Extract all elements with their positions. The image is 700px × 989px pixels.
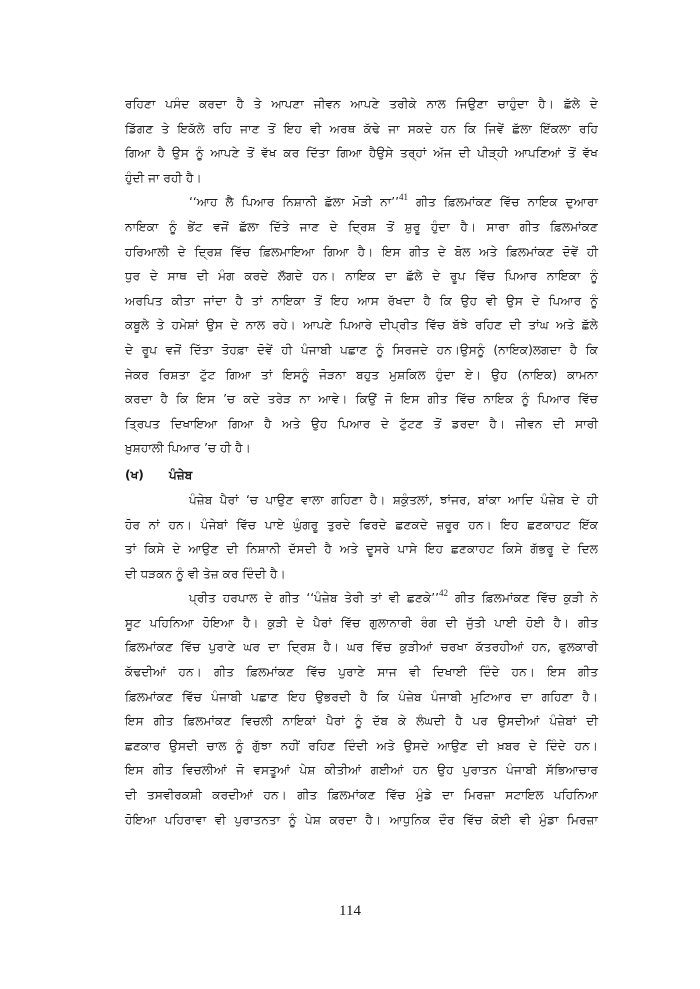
text-line: ਇਸ ਗੀਤ ਫ਼ਿਲਮਾਂਕਣ ਵਿਚਲੀ ਨਾਇਕਾਂ ਪੈਰਾਂ ਨੂੰ ਦੱਬ ਕੇ ਲੰਘਦੀ ਹੈ ਪਰ ਉਸਦੀਆਂ ਪੰਜ਼ੇਬਾਂ ਦੀ [125,714,598,729]
text-line: ਤਾਂ ਕਿਸੇ ਦੇ ਆਉਣ ਦੀ ਨਿਸ਼ਾਨੀ ਦੱਸਦੀ ਹੈ ਅਤੇ ਦੂਸਰੇ ਪਾਸੇ ਇਹ ਛਣਕਾਹਟ ਕਿਸੇ ਗੱਭਰੂ ਦੇ ਦਿਲ [125,542,598,557]
text-line: ਹੁੰਦੀ ਜਾ ਰਹੀ ਹੈ। [125,170,202,185]
text-line-first: ਪੰਜ਼ੇਬ ਪੈਰਾਂ ‘ਚ ਪਾਉਣ ਵਾਲਾ ਗਹਿਣਾ ਹੈ। ਸ਼ਕੁੰਤਲਾਂ, ਝਾਂਜਰ, ਬਾਂਕਾ ਆਦਿ ਪੰਜ਼ੇਬ ਦੇ ਹੀ [189,492,598,507]
document-page [125,92,598,832]
text-line: ਹਰਿਆਲੀ ਦੇ ਦ੍ਰਿਸ਼ ਵਿੱਚ ਫ਼ਿਲਮਾਇਆ ਗਿਆ ਹੈ। ਇਸ ਗੀਤ ਦੇ ਬੋਲ ਅਤੇ ਫ਼ਿਲਮਾਂਕਣ ਦੋਵੇਂ ਹੀ [125,244,598,259]
text-line: ਫ਼ਿਲਮਾਂਕਣ ਵਿੱਚ ਪੰਜਾਬੀ ਪਛਾਣ ਇਹ ਉਭਰਦੀ ਹੈ ਕਿ ਪੰਜ਼ੇਬ ਪੰਜਾਬੀ ਮੁਟਿਆਰ ਦਾ ਗਹਿਣਾ ਹੈ। [125,689,598,704]
text-line: ਤ੍ਰਿਪਤ ਦਿਖਾਇਆ ਗਿਆ ਹੈ ਅਤੇ ਉਹ ਪਿਆਰ ਦੇ ਟੁੱਟਣ ਤੋਂ ਡਰਦਾ ਹੈ। ਜੀਵਨ ਦੀ ਸਾਰੀ [125,416,598,431]
song-title-quote: ਪ੍ਰੀਤ ਹਰਪਾਲ ਦੇ ਗੀਤ ‘‘ਪੰਜ਼ੇਬ ਤੇਰੀ ਤਾਂ ਵੀ ਛਣਕੇ’’ [189,591,439,606]
text-segment: ਗੀਤ ਫ਼ਿਲਮਾਂਕਣ ਵਿੱਚ ਨਾਇਕ ਦੁਆਰਾ [408,195,598,210]
footnote-ref: 42 [439,588,448,599]
text-line: ਹੋਰ ਨਾਂ ਹਨ। ਪੰਜੇਬਾਂ ਵਿੱਚ ਪਾਏ ਘੁੰਗਰੂ ਤੁਰਦੇ ਫਿਰਦੇ ਛਣਕਦੇ ਜ਼ਰੂਰ ਹਨ। ਇਹ ਛਣਕਾਹਟ ਇੱਕ [125,517,598,532]
text-line: ਹੋਇਆ ਪਹਿਰਾਵਾ ਵੀ ਪੁਰਾਤਨਤਾ ਨੂੰ ਪੇਸ਼ ਕਰਦਾ ਹੈ। ਆਧੁਨਿਕ ਦੌਰ ਵਿੱਚ ਕੋਈ ਵੀ ਮੁੰਡਾ ਮਿਰਜ਼ਾ [125,812,598,827]
text-line: ਕਬੂਲੇ ਤੇ ਹਮੇਸ਼ਾਂ ਉਸ ਦੇ ਨਾਲ ਰਹੇ। ਆਪਣੇ ਪਿਆਰੇ ਦੀਪ੍ਰੀਤ ਵਿੱਚ ਬੱਝੇ ਰਹਿਣ ਦੀ ਤਾਂਘ ਅਤੇ ਛੱਲੇ [125,318,598,333]
text-line: ਜੇਕਰ ਰਿਸ਼ਤਾ ਟੁੱਟ ਗਿਆ ਤਾਂ ਇਸਨੂੰ ਜੋੜਨਾ ਬਹੁਤ ਮੁਸ਼ਕਿਲ ਹੁੰਦਾ ਏ। ਉਹ (ਨਾਇਕ) ਕਾਮਨਾ [125,367,598,382]
section-number: (ਖ) [125,468,144,483]
paragraph-panjeb [125,488,598,586]
text-line: ਨਾਇਕਾ ਨੂੰ ਭੇਂਟ ਵਜੋਂ ਛੱਲਾ ਦਿੱਤੇ ਜਾਣ ਦੇ ਦ੍ਰਿਸ਼ ਤੋਂ ਸ਼ੁਰੂ ਹੁੰਦਾ ਹੈ। ਸਾਰਾ ਗੀਤ ਫ਼ਿਲਮਾਂਕਣ [125,219,598,234]
text-line: ਖ਼ੁਸ਼ਹਾਲੀ ਪਿਆਰ ’ਚ ਹੀ ਹੈ। [125,441,251,456]
text-line: ਕਰਦਾ ਹੈ ਕਿ ਇਸ ’ਚ ਕਦੇ ਤਰੇੜ ਨਾ ਆਵੇ। ਕਿਉਂ ਜੋ ਇਸ ਗੀਤ ਵਿੱਚ ਨਾਇਕ ਨੂੰ ਪਿਆਰ ਵਿੱਚ [125,392,598,407]
paragraph-continued [125,92,598,190]
paragraph-chhalla [125,190,598,461]
text-line: ਛਣਕਾਰ ਉਸਦੀ ਚਾਲ ਨੂੰ ਗੁੱਝਾ ਨਹੀਂ ਰਹਿਣ ਦਿੰਦੀ ਅਤੇ ਉਸਦੇ ਆਉਣ ਦੀ ਖ਼ਬਰ ਦੇ ਦਿੰਦੇ ਹਨ। [125,738,598,753]
text-line: ਅਰਪਿਤ ਕੀਤਾ ਜਾਂਦਾ ਹੈ ਤਾਂ ਨਾਇਕਾ ਤੋਂ ਇਹ ਆਸ ਰੱਖਦਾ ਹੈ ਕਿ ਉਹ ਵੀ ਉਸ ਦੇ ਪਿਆਰ ਨੂੰ [125,293,598,308]
text-line-first [125,190,598,215]
footnote-ref: 41 [399,192,408,203]
text-line: ਗਿਆ ਹੈ ਉਸ ਨੂੰ ਆਪਣੇ ਤੋਂ ਵੱਖ ਕਰ ਦਿੱਤਾ ਗਿਆ ਹੈਉਸੇ ਤਰ੍ਹਾਂ ਅੱਜ ਦੀ ਪੀੜ੍ਹੀ ਆਪਣਿਆਂ ਤੋਂ ਵੱਖ [125,146,598,161]
page-number: 114 [339,903,361,919]
text-line: ਦੀ ਤਸਵੀਰਕਸ਼ੀ ਕਰਦੀਆਂ ਹਨ। ਗੀਤ ਫ਼ਿਲਮਾਂਕਣ ਵਿੱਚ ਮੁੰਡੇ ਦਾ ਮਿਰਜ਼ਾ ਸਟਾਇਲ ਪਹਿਨਿਆ [125,788,598,803]
text-line: ਧੁਰ ਦੇ ਸਾਥ ਦੀ ਮੰਗ ਕਰਦੇ ਲੱਗਦੇ ਹਨ। ਨਾਇਕ ਦਾ ਛੱਲੇ ਦੇ ਰੂਪ ਵਿੱਚ ਪਿਆਰ ਨਾਇਕਾ ਨੂੰ [125,269,598,284]
text-line: ਇਸ ਗੀਤ ਵਿਚਲੀਆਂ ਜੋ ਵਸਤੂਆਂ ਪੇਸ਼ ਕੀਤੀਆਂ ਗਈਆਂ ਹਨ ਉਹ ਪੁਰਾਤਨ ਪੰਜਾਬੀ ਸੱਭਿਆਚਾਰ [125,763,598,778]
section-title: ਪੰਜ਼ੇਬ [169,468,193,483]
text-segment: ਗੀਤ ਫ਼ਿਲਮਾਂਕਣ ਵਿੱਚ ਕੁੜੀ ਨੇ [448,591,598,606]
text-line: ਡਿੱਗਣ ਤੇ ਇਕੱਲੇ ਰਹਿ ਜਾਣ ਤੋਂ ਇਹ ਵੀ ਅਰਥ ਕੱਢੇ ਜਾ ਸਕਦੇ ਹਨ ਕਿ ਜਿਵੇਂ ਛੱਲਾ ਇੱਕਲਾ ਰਹਿ [125,121,598,136]
text-line: ਦੀ ਧੜਕਨ ਨੂੰ ਵੀ ਤੇਜ਼ ਕਰ ਦਿੰਦੀ ਹੈ। [125,566,286,581]
section-heading [125,463,598,488]
text-line: ਰਹਿਣਾ ਪਸੰਦ ਕਰਦਾ ਹੈ ਤੇ ਆਪਣਾ ਜੀਵਨ ਆਪਣੇ ਤਰੀਕੇ ਨਾਲ ਜਿਉਣਾ ਚਾਹੁੰਦਾ ਹੈ। ਛੱਲੇ ਦੇ [125,97,598,111]
paragraph-song [125,586,598,832]
song-title-quote: ‘‘ਆਹ ਲੈ ਪਿਆਰ ਨਿਸ਼ਾਨੀ ਛੱਲਾ ਮੋੜੀ ਨਾ’’ [189,195,399,210]
text-line: ਕੱਢਦੀਆਂ ਹਨ। ਗੀਤ ਫ਼ਿਲਮਾਂਕਣ ਵਿੱਚ ਪੁਰਾਣੇ ਸਾਜ ਵੀ ਦਿਖਾਈ ਦਿੰਦੇ ਹਨ। ਇਸ ਗੀਤ [125,665,598,680]
text-line: ਫ਼ਿਲਮਾਂਕਣ ਵਿੱਚ ਪੁਰਾਣੇ ਘਰ ਦਾ ਦ੍ਰਿਸ਼ ਹੈ। ਘਰ ਵਿੱਚ ਕੁੜੀਆਂ ਚਰਖਾ ਕੱਤਰਹੀਆਂ ਹਨ, ਫੁਲਕਾਰੀ [125,640,598,655]
text-line-first [125,586,598,611]
text-line: ਦੇ ਰੂਪ ਵਜੋਂ ਦਿੱਤਾ ਤੋਹਫ਼ਾ ਦੋਵੇਂ ਹੀ ਪੰਜਾਬੀ ਪਛਾਣ ਨੂੰ ਸਿਰਜਦੇ ਹਨ।ਉਸਨੂੰ (ਨਾਇਕ)ਲਗਦਾ ਹੈ ਕਿ [125,342,598,357]
text-line: ਸੂਟ ਪਹਿਨਿਆ ਹੋਇਆ ਹੈ। ਕੁੜੀ ਦੇ ਪੈਰਾਂ ਵਿੱਚ ਗੁਲਾਨਾਰੀ ਰੰਗ ਦੀ ਜੁੱਤੀ ਪਾਈ ਹੋਈ ਹੈ। ਗੀਤ [125,615,598,630]
